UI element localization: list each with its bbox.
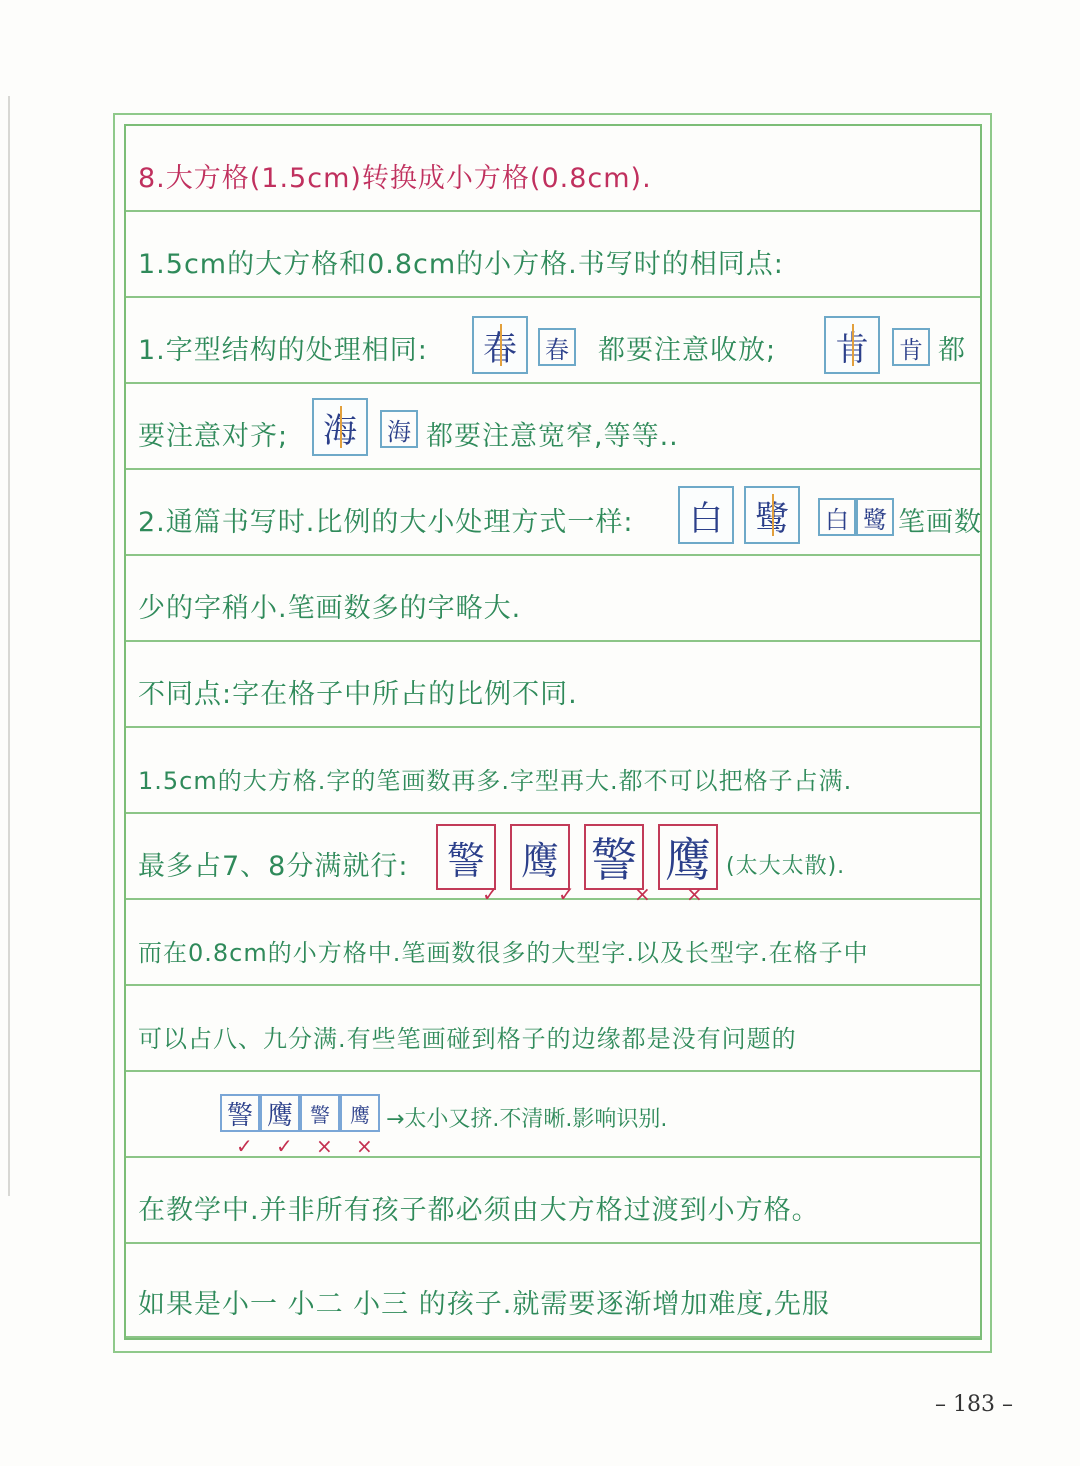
row-10 [126, 900, 980, 986]
char-box-lu-large [744, 486, 800, 544]
center-guide-line [852, 324, 854, 366]
page-number: – 183 – [935, 1392, 1013, 1417]
row-14 [126, 1244, 980, 1338]
row-8 [126, 728, 980, 814]
center-guide-line [340, 406, 342, 448]
point-2-text-b: 笔画数 [898, 507, 982, 538]
char-chun: 春 [545, 335, 569, 364]
check-mark: ✓ [482, 882, 499, 906]
char-jing: 警 [446, 838, 485, 883]
center-guide-line [500, 324, 502, 366]
char-box-jing-tiny-ok [220, 1094, 260, 1132]
char-ying: 鹰 [350, 1102, 370, 1127]
teaching-note: 在教学中.并非所有孩子都必须由大方格过渡到小方格。 [138, 1195, 820, 1226]
char-bai: 白 [689, 498, 723, 539]
char-jing: 警 [310, 1102, 330, 1127]
char-box-jing-too-big [584, 824, 644, 890]
row-2 [126, 212, 980, 298]
char-jing: 警 [226, 1100, 253, 1131]
section-title: 8.大方格(1.5cm)转换成小方格(0.8cm). [138, 163, 652, 194]
too-small-note: →太小又挤.不清晰.影响识别. [386, 1107, 668, 1132]
char-lu: 鹭 [755, 498, 789, 539]
char-box-ying-ok [510, 824, 570, 890]
big-grid-rule-text-b: 最多占7、8分满就行: [138, 851, 409, 882]
point-1-text-c: 都 [938, 335, 966, 366]
char-box-jing-tiny-bad [300, 1094, 340, 1132]
small-grid-rule-text-b: 可以占八、九分满.有些笔画碰到格子的边缘都是没有问题的 [138, 1025, 797, 1053]
big-grid-rule-text: 1.5cm的大方格.字的笔画数再多.字型再大.都不可以把格子占满. [138, 767, 853, 795]
point-1-text-d: 要注意对齐; [138, 421, 289, 452]
char-box-ying-tiny-bad [340, 1094, 380, 1132]
check-mark: ✓ [276, 1134, 293, 1158]
char-ken: 肯 [899, 335, 923, 364]
char-box-chun-large [472, 316, 528, 374]
row-13 [126, 1158, 980, 1244]
page-spine-line [8, 96, 10, 1196]
too-big-note: (太大太散). [726, 854, 846, 879]
char-bai: 白 [825, 505, 849, 534]
char-box-ying-too-big [658, 824, 718, 890]
char-ying: 鹰 [520, 838, 559, 883]
row-9 [126, 814, 980, 906]
char-ying: 鹰 [665, 833, 711, 887]
char-hai: 海 [387, 417, 411, 446]
char-box-ken-small [892, 328, 930, 366]
row-12 [126, 1072, 980, 1158]
char-box-bai-large [678, 486, 734, 544]
char-lu: 鹭 [863, 505, 887, 534]
point-1-text: 1.字型结构的处理相同: [138, 335, 428, 366]
char-box-jing-ok [436, 824, 496, 890]
char-jing: 警 [591, 833, 637, 887]
row-3 [126, 298, 980, 384]
check-mark: ✓ [558, 882, 575, 906]
teaching-note-b: 如果是小一 小二 小三 的孩子.就需要逐渐增加难度,先服 [138, 1289, 830, 1320]
char-box-hai-large [312, 398, 368, 456]
cross-mark: × [634, 882, 651, 906]
char-box-lu-small [856, 498, 894, 536]
char-box-ken-large [824, 316, 880, 374]
point-1-text-b: 都要注意收放; [598, 335, 777, 366]
row-4 [126, 384, 980, 470]
point-1-text-e: 都要注意宽窄,等等.. [426, 421, 679, 452]
point-2-text: 2.通篇书写时.比例的大小处理方式一样: [138, 507, 634, 538]
char-box-bai-small [818, 498, 856, 536]
row-11 [126, 986, 980, 1072]
cross-mark: × [686, 882, 703, 906]
row-5 [126, 470, 980, 556]
row-1 [126, 126, 980, 212]
point-2-text-c: 少的字稍小.笔画数多的字略大. [138, 593, 522, 624]
similarities-heading: 1.5cm的大方格和0.8cm的小方格.书写时的相同点: [138, 249, 784, 280]
char-ken: 肯 [835, 328, 869, 369]
char-hai: 海 [323, 410, 357, 451]
check-mark: ✓ [236, 1134, 253, 1158]
cross-mark: × [316, 1134, 333, 1158]
small-grid-rule-text: 而在0.8cm的小方格中.笔画数很多的大型字.以及长型字.在格子中 [138, 939, 869, 967]
char-box-chun-small [538, 328, 576, 366]
row-6 [126, 556, 980, 642]
char-chun: 春 [483, 328, 517, 369]
char-ying: 鹰 [266, 1100, 293, 1131]
row-7 [126, 642, 980, 728]
char-box-hai-small [380, 410, 418, 448]
differences-heading: 不同点:字在格子中所占的比例不同. [138, 679, 578, 710]
cross-mark: × [356, 1134, 373, 1158]
char-box-ying-tiny-ok [260, 1094, 300, 1132]
center-guide-line [772, 494, 774, 536]
